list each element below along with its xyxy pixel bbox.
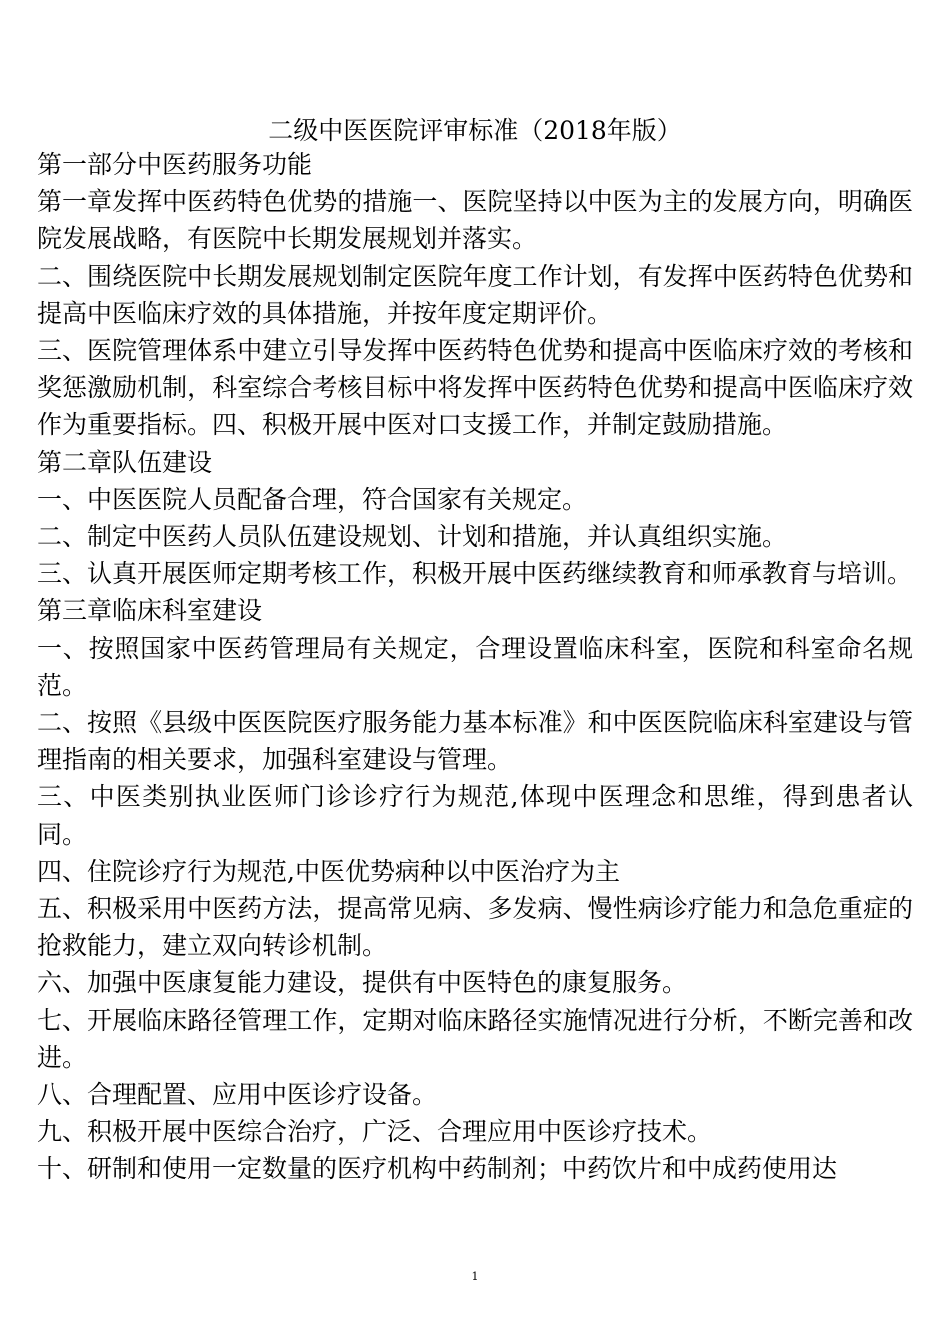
paragraph: 六、加强中医康复能力建设，提供有中医特色的康复服务。 [37, 968, 688, 998]
paragraph: 四、住院诊疗行为规范,中医优势病种以中医治疗为主 [37, 856, 620, 886]
page-number: 1 [471, 1270, 479, 1283]
paragraph: 五、积极采用中医药方法，提高常见病、多发病、慢性病诊疗能力和急危重症的抢救能力，建立双向转诊机制。 [37, 894, 913, 961]
document-title: 二级中医医院评审标准（2018年版） [268, 116, 682, 145]
paragraph: 三、医院管理体系中建立引导发挥中医药特色优势和提高中医临床疗效的考核和奖惩激励机制，科室综合考核目标中将发挥中医药特色优势和提高中医临床疗效作为重要指标。四、积极开展中医对口支援工作，并制定鼓励措施。 [37, 336, 913, 440]
paragraph: 二、按照《县级中医医院医疗服务能力基本标准》和中医医院临床科室建设与管理指南的相关要求，加强科室建设与管理。 [37, 708, 913, 775]
paragraph: 二、围绕医院中长期发展规划制定医院年度工作计划，有发挥中医药特色优势和提高中医临床疗效的具体措施，并按年度定期评价。 [37, 261, 913, 328]
paragraph: 七、开展临床路径管理工作，定期对临床路径实施情况进行分析，不断完善和改进。 [37, 1005, 913, 1072]
document-body [37, 146, 913, 1188]
paragraph: 十、研制和使用一定数量的医疗机构中药制剂；中药饮片和中成药使用达 [37, 1154, 838, 1184]
chapter-heading: 第三章临床科室建设 [37, 596, 263, 626]
paragraph: 一、按照国家中医药管理局有关规定，合理设置临床科室，医院和科室命名规范。 [37, 633, 913, 700]
paragraph: 第一章发挥中医药特色优势的措施一、医院坚持以中医为主的发展方向，明确医院发展战略，有医院中长期发展规划并落实。 [37, 187, 913, 254]
paragraph: 八、合理配置、应用中医诊疗设备。 [37, 1080, 438, 1110]
chapter-heading: 第二章队伍建设 [37, 447, 213, 477]
paragraph: 九、积极开展中医综合治疗，广泛、合理应用中医诊疗技术。 [37, 1117, 713, 1147]
paragraph: 三、认真开展医师定期考核工作，积极开展中医药继续教育和师承教育与培训。 [37, 559, 913, 589]
paragraph: 一、中医医院人员配备合理，符合国家有关规定。 [37, 484, 588, 514]
part-heading: 第一部分中医药服务功能 [37, 150, 313, 179]
paragraph: 二、制定中医药人员队伍建设规划、计划和措施，并认真组织实施。 [37, 522, 788, 552]
paragraph: 三、中医类别执业医师门诊诊疗行为规范,体现中医理念和思维，得到患者认同。 [37, 782, 913, 849]
